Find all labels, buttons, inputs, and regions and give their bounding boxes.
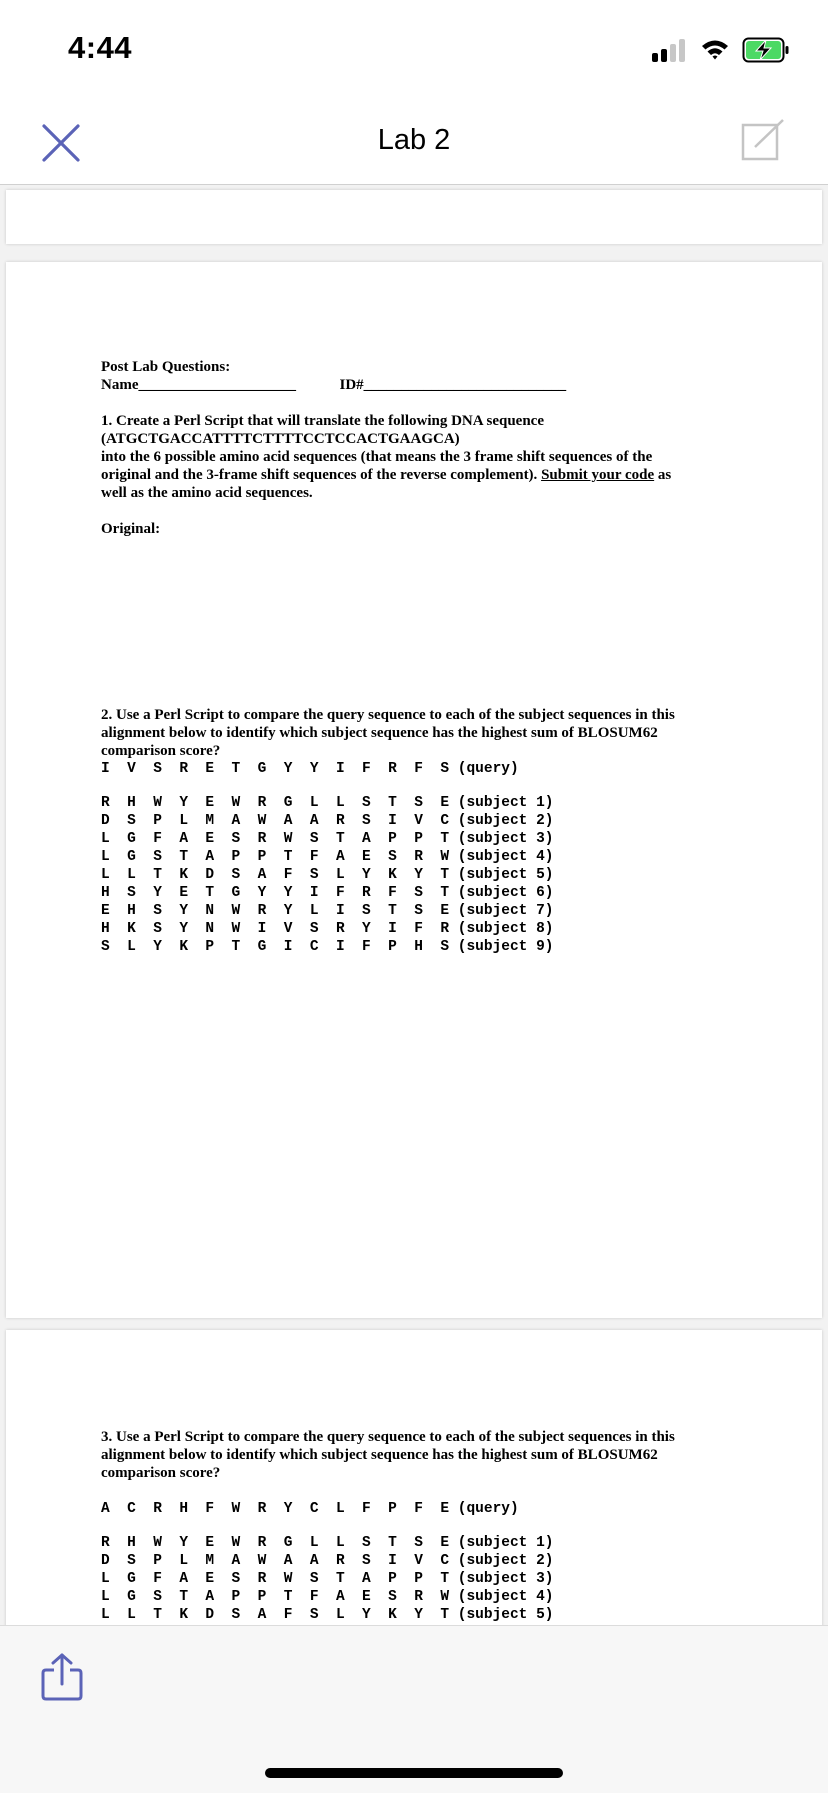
q3-subject-row: L L T K D S A F S L Y K Y T (subject 5) [101, 1607, 554, 1623]
q1-dna-sequence: (ATGCTGACCATTTTCTTTTCCTCCACTGAAGCA) [101, 431, 460, 447]
q1-line-3: into the 6 possible amino acid sequences (that means the 3 frame shift sequences of the [101, 449, 653, 465]
signal-icon [652, 38, 686, 62]
name-field: Name_____________________ [101, 377, 296, 393]
nav-bar [0, 100, 828, 185]
q2-subject-row: H K S Y N W I V S R Y I F R (subject 8) [101, 921, 554, 937]
q3-line-3: comparison score? [101, 1465, 221, 1481]
q2-subject-row: L L T K D S A F S L Y K Y T (subject 5) [101, 867, 554, 883]
q2-subject-row: L G S T A P P T F A E S R W (subject 4) [101, 849, 554, 865]
edit-icon[interactable] [740, 118, 786, 164]
name-id-row [101, 376, 733, 394]
q2-subject-row: L G F A E S R W S T A P P T (subject 3) [101, 831, 554, 847]
question-1 [101, 412, 733, 538]
q3-subject-row: D S P L M A W A A R S I V C (subject 2) [101, 1553, 554, 1569]
post-lab-heading: Post Lab Questions: [101, 359, 231, 375]
document-page-3 [6, 1330, 822, 1630]
id-field: ID#___________________________ [339, 377, 567, 393]
bottom-toolbar [0, 1625, 828, 1793]
wifi-icon [700, 38, 730, 62]
q2-query-sequence: I V S R E T G Y Y I F R F S (query) [101, 761, 519, 777]
status-bar [0, 0, 828, 100]
q3-line-2: alignment below to identify which subject sequence has the highest sum of BLOSUM62 [101, 1447, 658, 1463]
q2-subject-row: S L Y K P T G I C I F P H S (subject 9) [101, 939, 554, 955]
q2-line-3: comparison score? [101, 743, 221, 759]
q1-line-1: 1. Create a Perl Script that will translate the following DNA sequence [101, 413, 544, 429]
q1-line-4-end: as [654, 467, 672, 483]
battery-charging-icon [742, 37, 790, 63]
q2-subject-row: D S P L M A W A A R S I V C (subject 2) [101, 813, 554, 829]
document-page-1 [6, 190, 822, 244]
q2-line-2: alignment below to identify which subject sequence has the highest sum of BLOSUM62 [101, 725, 658, 741]
q2-line-1: 2. Use a Perl Script to compare the query sequence to each of the subject sequences in this [101, 707, 675, 723]
question-3 [101, 1428, 733, 1624]
submit-code-text: Submit your code [541, 467, 655, 483]
q2-subject-row: E H S Y N W R Y L I S T S E (subject 7) [101, 903, 554, 919]
q3-query-sequence: A C R H F W R Y C L F P F E (query) [101, 1501, 519, 1517]
q3-subject-row: R H W Y E W R G L L S T S E (subject 1) [101, 1535, 554, 1551]
q1-line-4-text: original and the 3-frame shift sequences of the reverse complement). [101, 467, 542, 483]
home-indicator[interactable] [265, 1768, 563, 1778]
q1-line-4 [101, 466, 733, 484]
q1-line-5: well as the amino acid sequences. [101, 485, 313, 501]
q2-subject-row: R H W Y E W R G L L S T S E (subject 1) [101, 795, 554, 811]
q2-subject-row: H S Y E T G Y Y I F R F S T (subject 6) [101, 885, 554, 901]
original-label: Original: [101, 521, 161, 537]
q3-line-1: 3. Use a Perl Script to compare the query sequence to each of the subject sequences in this [101, 1429, 675, 1445]
document-title: Lab 2 [377, 124, 451, 156]
status-time: 4:44 [68, 30, 133, 65]
question-2 [101, 706, 733, 956]
share-icon[interactable] [40, 1652, 84, 1702]
q3-subject-row: L G F A E S R W S T A P P T (subject 3) [101, 1571, 554, 1587]
post-lab-header [101, 358, 733, 394]
document-page-2 [6, 262, 822, 1318]
q3-subject-row: L G S T A P P T F A E S R W (subject 4) [101, 1589, 554, 1605]
